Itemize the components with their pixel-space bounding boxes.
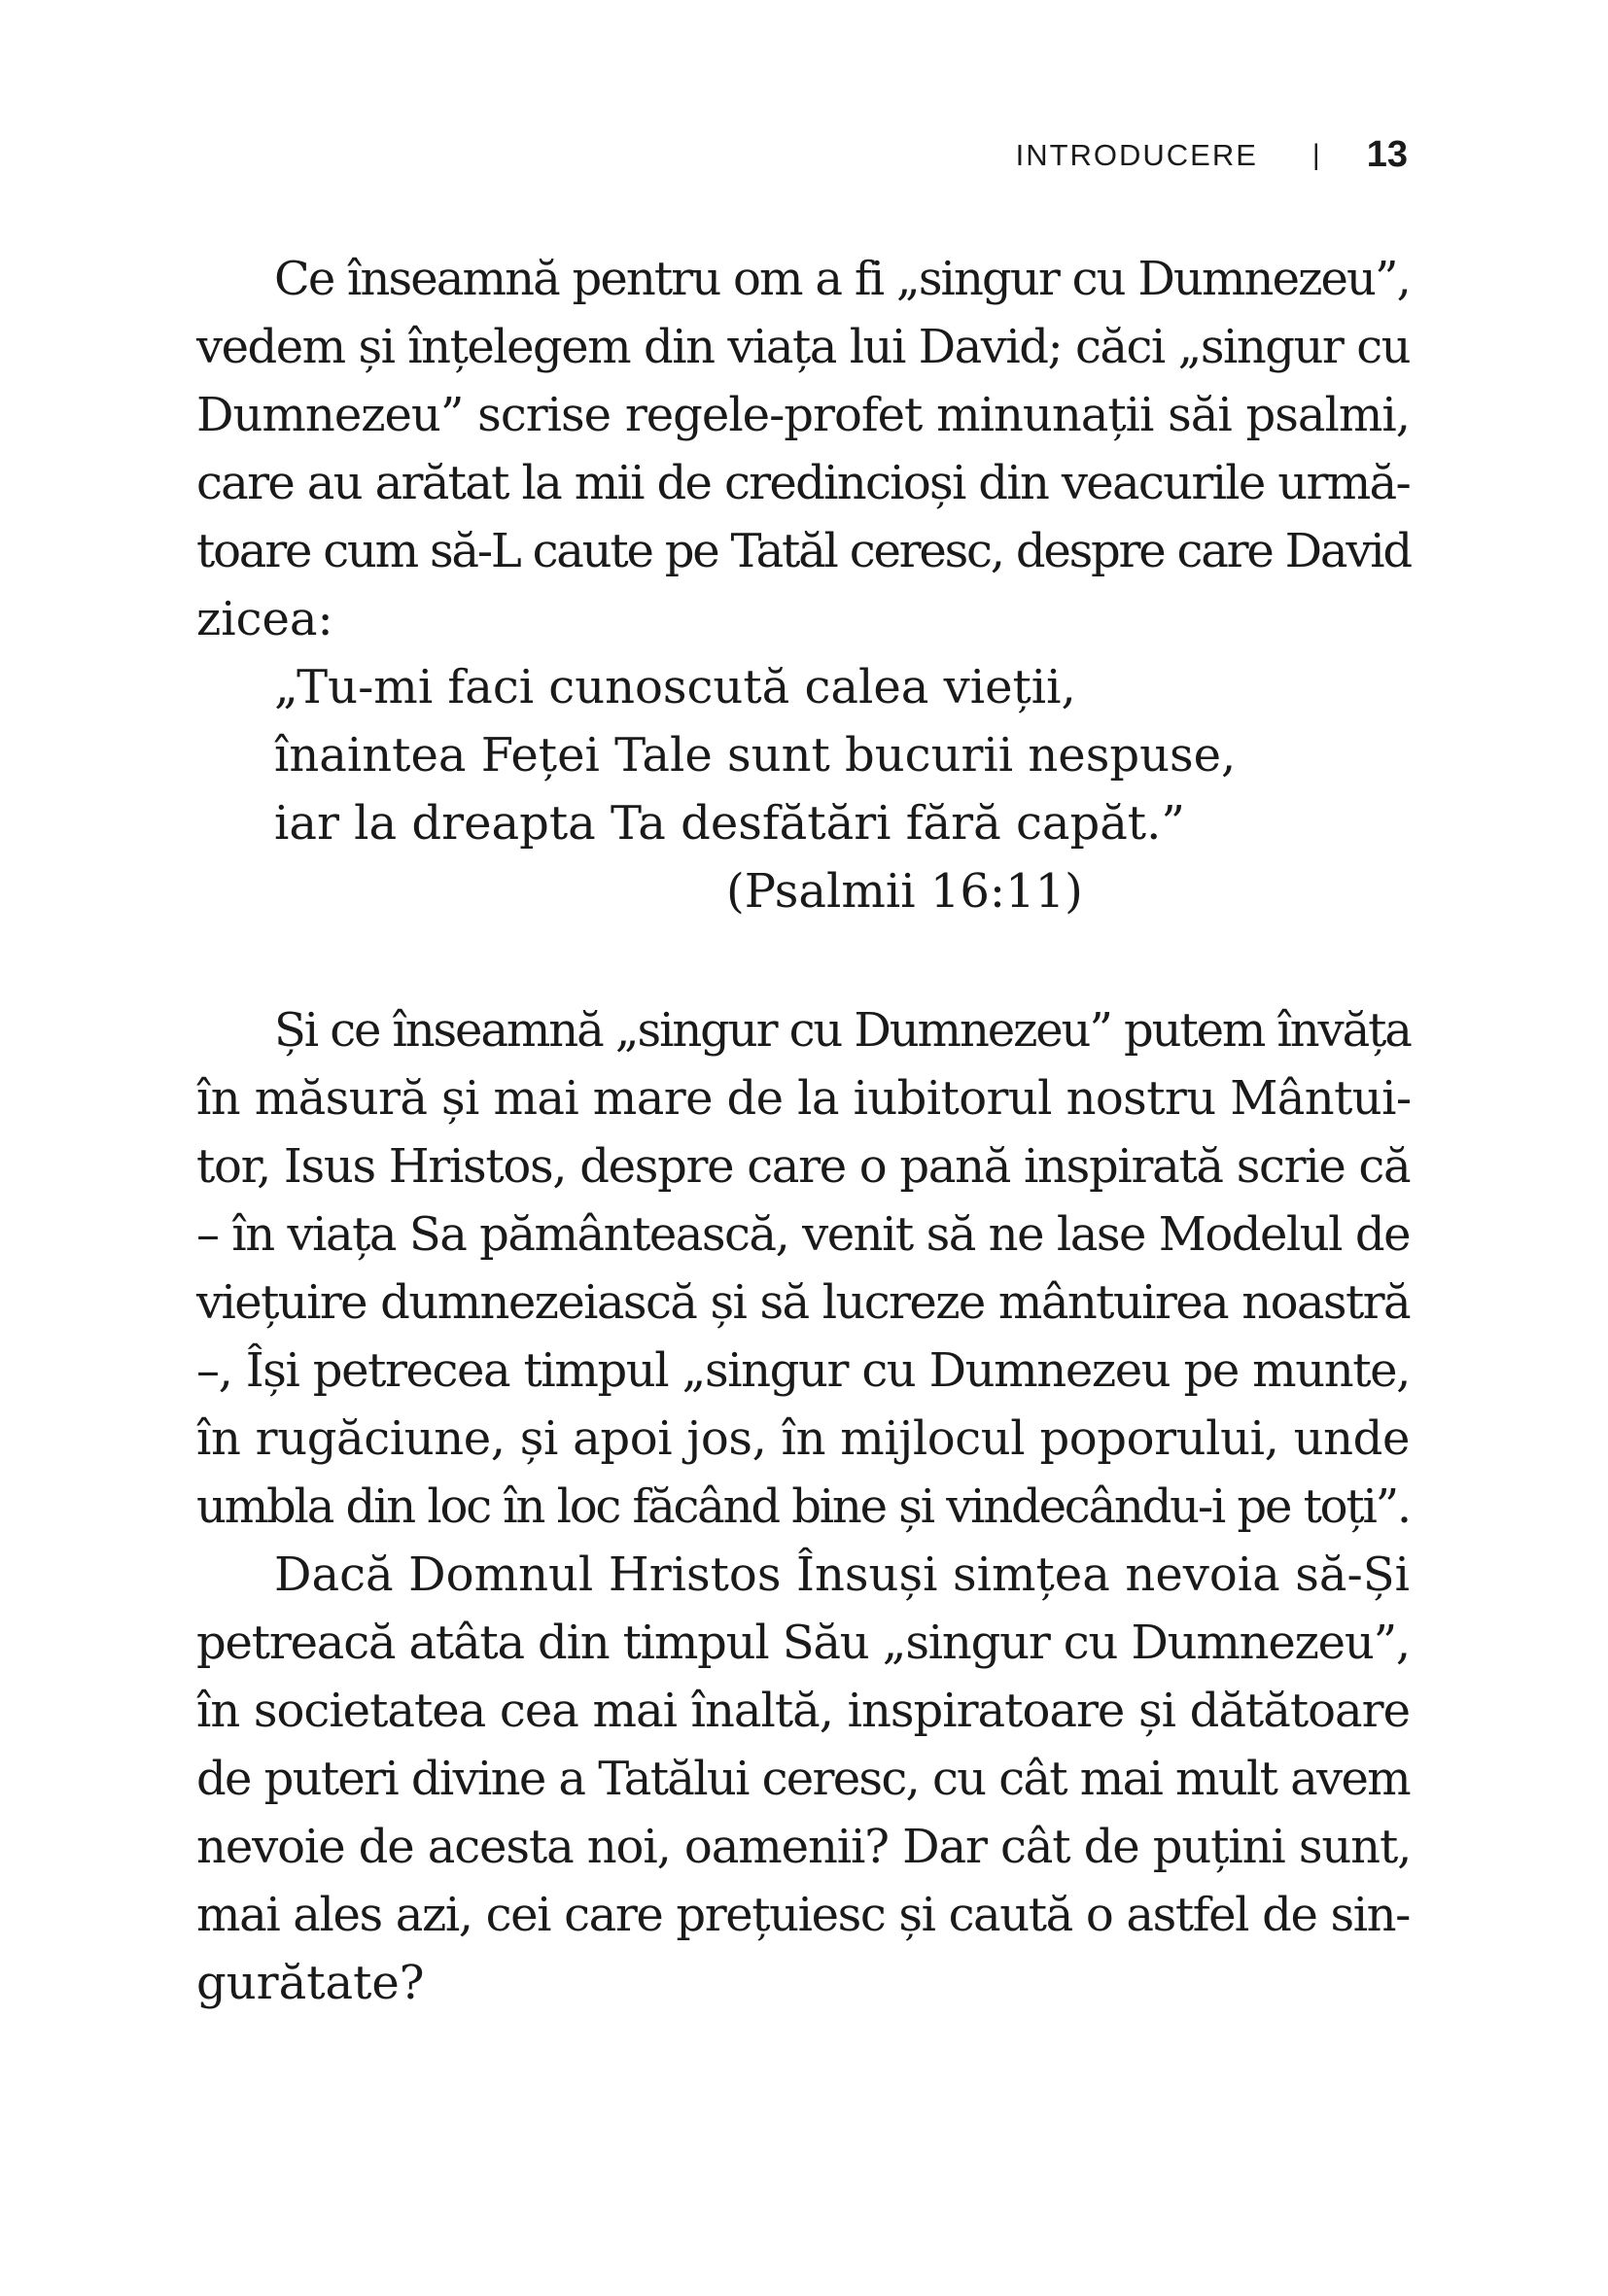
paragraph-line: Ce înseamnă pentru om a fi „singur cu Dumnezeu”, — [274, 252, 1410, 306]
paragraph-line: – în viața Sa pământească, venit să ne lase Modelul de — [196, 1207, 1410, 1262]
paragraph-line: mai ales azi, cei care prețuiesc și caută o astfel de sin- — [196, 1888, 1410, 1942]
text-block-lower — [196, 996, 1410, 2017]
header-separator: | — [1311, 138, 1320, 171]
paragraph-1 — [196, 245, 1410, 653]
paragraph-line: zicea: — [196, 592, 333, 646]
paragraph-line: toare cum să-L caute pe Tatăl ceresc, despre care David — [196, 524, 1411, 578]
paragraph-line: Și ce înseamnă „singur cu Dumnezeu” putem învăța — [274, 1003, 1411, 1058]
psalm-quote — [196, 653, 1410, 925]
paragraph-line: care au arătat la mii de credincioși din veacurile urmă- — [196, 456, 1410, 510]
paragraph-line: nevoie de acesta noi, oamenii? Dar cât de puțini sunt, — [196, 1820, 1412, 1874]
quote-line: „Tu-mi faci cunoscută calea vieții, — [274, 660, 1076, 714]
paragraph-line: Dumnezeu” scrise regele-profet minunații săi psalmi, — [196, 388, 1410, 442]
paragraph-line: Dacă Domnul Hristos Însuși simțea nevoia să-Și — [274, 1548, 1410, 1602]
paragraph-2 — [196, 996, 1410, 1541]
paragraph-line: gurătate? — [196, 1956, 425, 2010]
paragraph-line: umbla din loc în loc făcând bine și vindecându-i pe toți”. — [196, 1479, 1410, 1534]
section-title: INTRODUCERE — [1015, 137, 1258, 172]
quote-citation: (Psalmii 16:11) — [726, 864, 1083, 919]
paragraph-3 — [196, 1541, 1410, 2017]
paragraph-line: în rugăciune, și apoi jos, în mijlocul poporului, unde — [196, 1411, 1410, 1466]
quote-line: înaintea Feței Tale sunt bucurii nespuse, — [274, 728, 1237, 783]
page-number: 13 — [1366, 134, 1408, 175]
paragraph-line: în măsură și mai mare de la iubitorul nostru Mântui- — [196, 1071, 1412, 1126]
paragraph-line: de puteri divine a Tatălui ceresc, cu cât mai mult avem — [196, 1752, 1410, 1806]
paragraph-line: vedem și înțelegem din viața lui David; căci „singur cu — [196, 320, 1410, 374]
running-head — [1016, 134, 1408, 176]
text-block-upper — [196, 245, 1410, 925]
paragraph-line: viețuire dumnezeiască și să lucreze mântuirea noastră — [196, 1275, 1410, 1330]
paragraph-line: petreacă atâta din timpul Său „singur cu Dumnezeu”, — [196, 1616, 1410, 1670]
paragraph-line: tor, Isus Hristos, despre care o pană inspirată scrie că — [196, 1139, 1411, 1194]
paragraph-line: în societatea cea mai înaltă, inspiratoare și dătătoare — [196, 1684, 1410, 1738]
quote-line: iar la dreapta Ta desfătări fără capăt.” — [274, 796, 1185, 851]
paragraph-line: –, Își petrecea timpul „singur cu Dumnezeu pe munte, — [196, 1343, 1410, 1398]
